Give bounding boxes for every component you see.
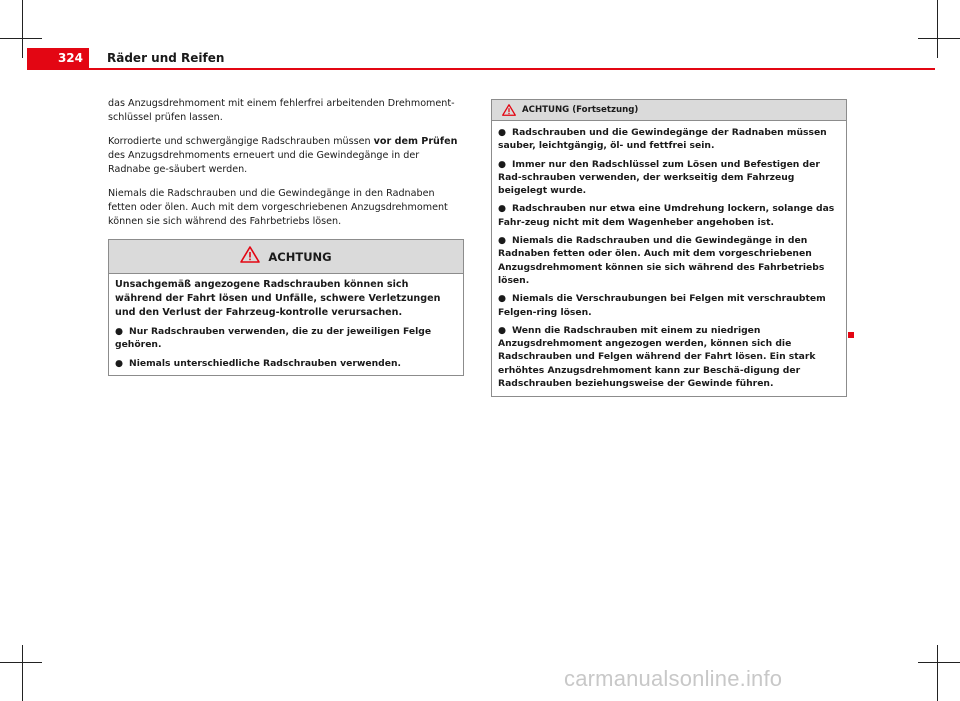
list-item-text: Radschrauben und die Gewindegänge der Radnaben müssen sauber, leichtgängig, öl- und fettfrei sein. — [498, 127, 827, 152]
warning-triangle-icon — [240, 246, 260, 267]
paragraph-text: des Anzugsdrehmoments erneuert und die Gewindegänge in der Radnabe ge-säubert werden. — [108, 150, 420, 175]
list-item-text: Wenn die Radschrauben mit einem zu niedrigen Anzugsdrehmoment angezogen werden, können sich die Radschrauben und Felgen während der Fahrt lösen. Ein stark erhöhtes Anzugsdrehmoment kann zur Beschä-digung der Radschrauben beziehungsweise der Gewinde führen. — [498, 324, 816, 390]
paragraph: Niemals die Radschrauben und die Gewindegänge in den Radnaben fetten oder ölen. Auch mit dem vorgeschriebenen Anzugsdrehmoment können sie sich während des Fahrbetriebs lösen. — [108, 188, 448, 227]
warning-body — [492, 121, 846, 396]
crop-mark — [0, 662, 42, 663]
bullet-icon: ● — [498, 158, 507, 170]
page-number: 324 — [27, 48, 89, 68]
list-item — [498, 202, 840, 229]
left-column — [108, 97, 464, 376]
list-item-text: Niemals die Radschrauben und die Gewindegänge in den Radnaben fetten oder ölen. Auch mit dem vorgeschriebenen Anzugsdrehmoment können sie sich während des Fahrbetriebs lösen. — [498, 235, 825, 286]
bullet-icon: ● — [498, 203, 507, 215]
page-header — [27, 48, 935, 70]
crop-mark — [937, 645, 938, 701]
paragraph: das Anzugsdrehmoment mit einem fehlerfrei arbeitenden Drehmoment-schlüssel prüfen lassen. — [108, 98, 455, 123]
warning-intro: Unsachgemäß angezogene Radschrauben können sich während der Fahrt lösen und Unfälle, schwere Verletzungen und den Verlust der Fahrzeug-kontrolle verursachen. — [115, 279, 441, 318]
bullet-icon: ● — [115, 357, 124, 369]
bullet-icon: ● — [115, 326, 124, 337]
bullet-icon: ● — [498, 324, 507, 336]
list-item-text: Niemals die Verschraubungen bei Felgen mit verschraubtem Felgen-ring lösen. — [498, 293, 826, 318]
crop-mark — [918, 662, 960, 663]
warning-title: ACHTUNG — [268, 249, 332, 264]
warning-triangle-icon — [502, 101, 516, 120]
list-item — [115, 357, 457, 370]
crop-mark — [937, 0, 938, 58]
section-end-marker — [848, 332, 854, 338]
warning-body — [109, 274, 463, 375]
paragraph — [108, 135, 464, 177]
section-title: Räder und Reifen — [107, 51, 225, 65]
bullet-icon: ● — [498, 127, 507, 138]
warning-box-continued — [491, 99, 847, 397]
list-item — [498, 324, 840, 390]
emphasis-text: vor dem Prüfen — [373, 136, 458, 147]
warning-box — [108, 239, 464, 376]
warning-header — [109, 240, 463, 274]
list-item — [498, 158, 840, 198]
crop-mark — [22, 0, 23, 58]
list-item — [498, 234, 840, 287]
crop-mark — [22, 645, 23, 701]
paragraph-text: Korrodierte und schwergängige Radschrauben müssen — [108, 136, 374, 147]
list-item — [498, 126, 840, 153]
list-item — [115, 325, 457, 352]
warning-header — [492, 100, 846, 121]
bullet-icon: ● — [498, 293, 507, 305]
right-column — [491, 99, 847, 397]
list-item-text: Radschrauben nur etwa eine Umdrehung lockern, solange das Fahr-zeug nicht mit dem Wagenheber angehoben ist. — [498, 203, 835, 228]
list-item — [498, 292, 840, 319]
watermark: carmanualsonline.info — [564, 666, 783, 691]
list-item-text: Immer nur den Radschlüssel zum Lösen und Befestigen der Rad-schrauben verwenden, der werkseitig dem Fahrzeug beigelegt wurde. — [498, 158, 820, 197]
warning-title: ACHTUNG (Fortsetzung) — [522, 105, 639, 115]
crop-mark — [0, 38, 42, 39]
list-item-text: Niemals unterschiedliche Radschrauben verwenden. — [129, 357, 401, 369]
bullet-icon: ● — [498, 235, 507, 247]
crop-mark — [918, 38, 960, 39]
list-item-text: Nur Radschrauben verwenden, die zu der jeweiligen Felge gehören. — [115, 326, 432, 351]
